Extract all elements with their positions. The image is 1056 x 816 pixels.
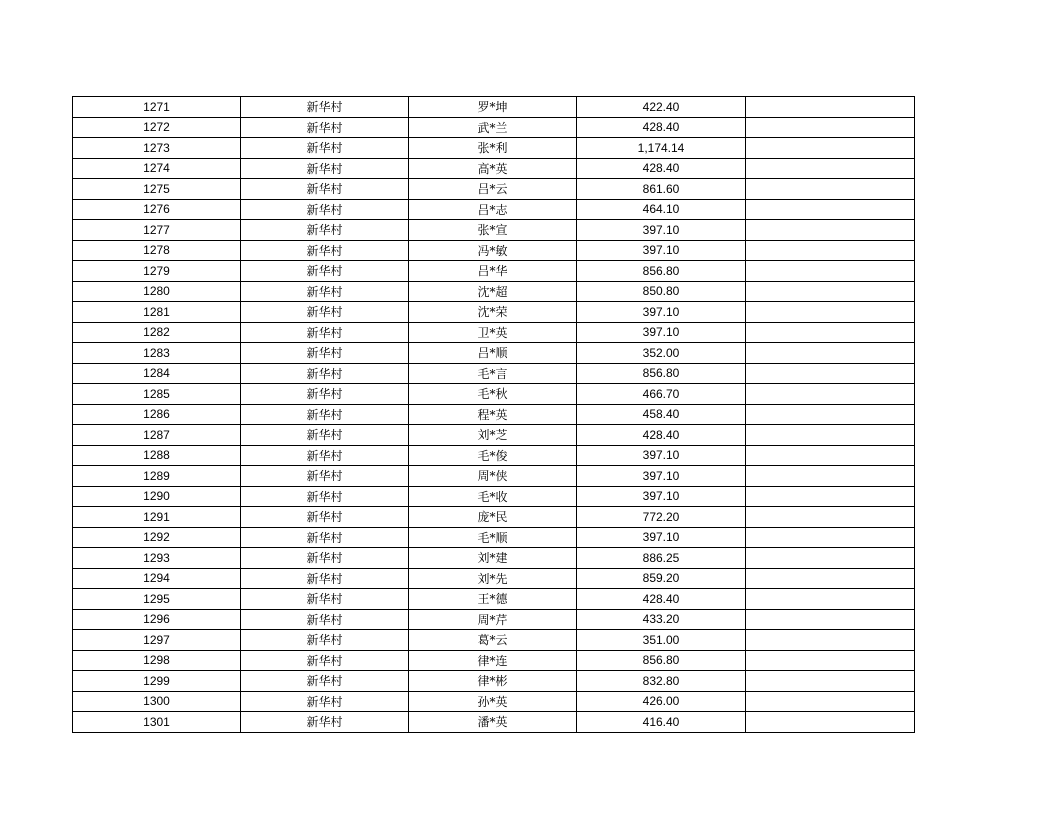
- note-cell: [746, 630, 915, 651]
- row-number-cell: 1276: [73, 199, 241, 220]
- amount-cell: 397.10: [577, 486, 746, 507]
- note-cell: [746, 445, 915, 466]
- amount-cell: 428.40: [577, 425, 746, 446]
- village-cell: 新华村: [241, 507, 409, 528]
- note-cell: [746, 609, 915, 630]
- amount-cell: 466.70: [577, 384, 746, 405]
- table-row: [73, 302, 915, 323]
- person-name-cell: 沈*荣: [409, 302, 577, 323]
- note-cell: [746, 158, 915, 179]
- amount-cell: 1,174.14: [577, 138, 746, 159]
- row-number-cell: 1287: [73, 425, 241, 446]
- amount-cell: 416.40: [577, 712, 746, 733]
- table-row: [73, 404, 915, 425]
- table-row: [73, 527, 915, 548]
- row-number-cell: 1279: [73, 261, 241, 282]
- village-cell: 新华村: [241, 138, 409, 159]
- note-cell: [746, 363, 915, 384]
- note-cell: [746, 486, 915, 507]
- row-number-cell: 1292: [73, 527, 241, 548]
- note-cell: [746, 466, 915, 487]
- amount-cell: 397.10: [577, 445, 746, 466]
- table-row: [73, 445, 915, 466]
- person-name-cell: 毛*言: [409, 363, 577, 384]
- table-row: [73, 363, 915, 384]
- village-cell: 新华村: [241, 220, 409, 241]
- note-cell: [746, 199, 915, 220]
- row-number-cell: 1278: [73, 240, 241, 261]
- village-cell: 新华村: [241, 630, 409, 651]
- person-name-cell: 吕*云: [409, 179, 577, 200]
- amount-cell: 397.10: [577, 527, 746, 548]
- village-cell: 新华村: [241, 179, 409, 200]
- amount-cell: 397.10: [577, 322, 746, 343]
- amount-cell: 464.10: [577, 199, 746, 220]
- amount-cell: 772.20: [577, 507, 746, 528]
- row-number-cell: 1295: [73, 589, 241, 610]
- village-cell: 新华村: [241, 671, 409, 692]
- amount-cell: 397.10: [577, 220, 746, 241]
- person-name-cell: 潘*英: [409, 712, 577, 733]
- note-cell: [746, 179, 915, 200]
- table-row: [73, 199, 915, 220]
- amount-cell: 856.80: [577, 261, 746, 282]
- table-row: [73, 261, 915, 282]
- note-cell: [746, 404, 915, 425]
- person-name-cell: 罗*坤: [409, 97, 577, 118]
- village-cell: 新华村: [241, 712, 409, 733]
- person-name-cell: 毛*顺: [409, 527, 577, 548]
- amount-cell: 426.00: [577, 691, 746, 712]
- village-cell: 新华村: [241, 527, 409, 548]
- person-name-cell: 吕*华: [409, 261, 577, 282]
- row-number-cell: 1289: [73, 466, 241, 487]
- person-name-cell: 张*利: [409, 138, 577, 159]
- table-row: [73, 179, 915, 200]
- table-row: [73, 158, 915, 179]
- amount-cell: 397.10: [577, 466, 746, 487]
- person-name-cell: 孙*英: [409, 691, 577, 712]
- amount-cell: 397.10: [577, 302, 746, 323]
- note-cell: [746, 240, 915, 261]
- amount-cell: 433.20: [577, 609, 746, 630]
- note-cell: [746, 384, 915, 405]
- table-row: [73, 712, 915, 733]
- village-cell: 新华村: [241, 486, 409, 507]
- note-cell: [746, 281, 915, 302]
- note-cell: [746, 650, 915, 671]
- note-cell: [746, 261, 915, 282]
- village-cell: 新华村: [241, 117, 409, 138]
- row-number-cell: 1298: [73, 650, 241, 671]
- person-name-cell: 刘*芝: [409, 425, 577, 446]
- table-row: [73, 650, 915, 671]
- row-number-cell: 1288: [73, 445, 241, 466]
- village-cell: 新华村: [241, 97, 409, 118]
- amount-cell: 428.40: [577, 117, 746, 138]
- note-cell: [746, 568, 915, 589]
- row-number-cell: 1272: [73, 117, 241, 138]
- person-name-cell: 程*英: [409, 404, 577, 425]
- person-name-cell: 沈*超: [409, 281, 577, 302]
- table-row: [73, 322, 915, 343]
- amount-cell: 859.20: [577, 568, 746, 589]
- table-row: [73, 507, 915, 528]
- note-cell: [746, 138, 915, 159]
- row-number-cell: 1291: [73, 507, 241, 528]
- note-cell: [746, 322, 915, 343]
- amount-cell: 856.80: [577, 650, 746, 671]
- person-name-cell: 律*连: [409, 650, 577, 671]
- amount-cell: 428.40: [577, 589, 746, 610]
- village-cell: 新华村: [241, 240, 409, 261]
- row-number-cell: 1284: [73, 363, 241, 384]
- note-cell: [746, 220, 915, 241]
- row-number-cell: 1277: [73, 220, 241, 241]
- amount-cell: 856.80: [577, 363, 746, 384]
- table-row: [73, 486, 915, 507]
- table-row: [73, 548, 915, 569]
- note-cell: [746, 671, 915, 692]
- row-number-cell: 1282: [73, 322, 241, 343]
- person-name-cell: 卫*英: [409, 322, 577, 343]
- table-row: [73, 117, 915, 138]
- village-cell: 新华村: [241, 589, 409, 610]
- note-cell: [746, 302, 915, 323]
- row-number-cell: 1290: [73, 486, 241, 507]
- note-cell: [746, 117, 915, 138]
- person-name-cell: 吕*顺: [409, 343, 577, 364]
- village-cell: 新华村: [241, 302, 409, 323]
- note-cell: [746, 548, 915, 569]
- roster-table-body: [73, 97, 915, 733]
- person-name-cell: 张*宣: [409, 220, 577, 241]
- village-cell: 新华村: [241, 445, 409, 466]
- village-cell: 新华村: [241, 281, 409, 302]
- person-name-cell: 毛*收: [409, 486, 577, 507]
- village-cell: 新华村: [241, 199, 409, 220]
- row-number-cell: 1285: [73, 384, 241, 405]
- note-cell: [746, 425, 915, 446]
- village-cell: 新华村: [241, 404, 409, 425]
- roster-table: [72, 96, 915, 733]
- table-row: [73, 138, 915, 159]
- row-number-cell: 1274: [73, 158, 241, 179]
- note-cell: [746, 589, 915, 610]
- row-number-cell: 1286: [73, 404, 241, 425]
- amount-cell: 850.80: [577, 281, 746, 302]
- amount-cell: 428.40: [577, 158, 746, 179]
- person-name-cell: 周*侠: [409, 466, 577, 487]
- table-row: [73, 384, 915, 405]
- person-name-cell: 刘*建: [409, 548, 577, 569]
- village-cell: 新华村: [241, 425, 409, 446]
- row-number-cell: 1299: [73, 671, 241, 692]
- note-cell: [746, 507, 915, 528]
- person-name-cell: 冯*敏: [409, 240, 577, 261]
- table-row: [73, 220, 915, 241]
- person-name-cell: 律*彬: [409, 671, 577, 692]
- amount-cell: 422.40: [577, 97, 746, 118]
- person-name-cell: 毛*俊: [409, 445, 577, 466]
- table-row: [73, 281, 915, 302]
- person-name-cell: 毛*秋: [409, 384, 577, 405]
- table-row: [73, 630, 915, 651]
- village-cell: 新华村: [241, 158, 409, 179]
- village-cell: 新华村: [241, 363, 409, 384]
- amount-cell: 351.00: [577, 630, 746, 651]
- person-name-cell: 王*德: [409, 589, 577, 610]
- table-row: [73, 97, 915, 118]
- village-cell: 新华村: [241, 650, 409, 671]
- note-cell: [746, 712, 915, 733]
- village-cell: 新华村: [241, 466, 409, 487]
- row-number-cell: 1273: [73, 138, 241, 159]
- person-name-cell: 高*英: [409, 158, 577, 179]
- row-number-cell: 1281: [73, 302, 241, 323]
- table-row: [73, 466, 915, 487]
- table-row: [73, 343, 915, 364]
- note-cell: [746, 691, 915, 712]
- note-cell: [746, 343, 915, 364]
- table-row: [73, 568, 915, 589]
- amount-cell: 397.10: [577, 240, 746, 261]
- village-cell: 新华村: [241, 548, 409, 569]
- amount-cell: 352.00: [577, 343, 746, 364]
- person-name-cell: 葛*云: [409, 630, 577, 651]
- table-row: [73, 425, 915, 446]
- person-name-cell: 周*芹: [409, 609, 577, 630]
- village-cell: 新华村: [241, 609, 409, 630]
- note-cell: [746, 97, 915, 118]
- village-cell: 新华村: [241, 568, 409, 589]
- amount-cell: 458.40: [577, 404, 746, 425]
- note-cell: [746, 527, 915, 548]
- village-cell: 新华村: [241, 343, 409, 364]
- row-number-cell: 1283: [73, 343, 241, 364]
- row-number-cell: 1294: [73, 568, 241, 589]
- village-cell: 新华村: [241, 384, 409, 405]
- table-row: [73, 671, 915, 692]
- amount-cell: 832.80: [577, 671, 746, 692]
- person-name-cell: 庞*民: [409, 507, 577, 528]
- table-row: [73, 609, 915, 630]
- village-cell: 新华村: [241, 322, 409, 343]
- row-number-cell: 1275: [73, 179, 241, 200]
- row-number-cell: 1297: [73, 630, 241, 651]
- person-name-cell: 刘*先: [409, 568, 577, 589]
- village-cell: 新华村: [241, 691, 409, 712]
- village-cell: 新华村: [241, 261, 409, 282]
- person-name-cell: 吕*志: [409, 199, 577, 220]
- row-number-cell: 1271: [73, 97, 241, 118]
- amount-cell: 886.25: [577, 548, 746, 569]
- row-number-cell: 1301: [73, 712, 241, 733]
- table-row: [73, 691, 915, 712]
- row-number-cell: 1296: [73, 609, 241, 630]
- row-number-cell: 1293: [73, 548, 241, 569]
- table-row: [73, 240, 915, 261]
- table-row: [73, 589, 915, 610]
- amount-cell: 861.60: [577, 179, 746, 200]
- row-number-cell: 1280: [73, 281, 241, 302]
- person-name-cell: 武*兰: [409, 117, 577, 138]
- row-number-cell: 1300: [73, 691, 241, 712]
